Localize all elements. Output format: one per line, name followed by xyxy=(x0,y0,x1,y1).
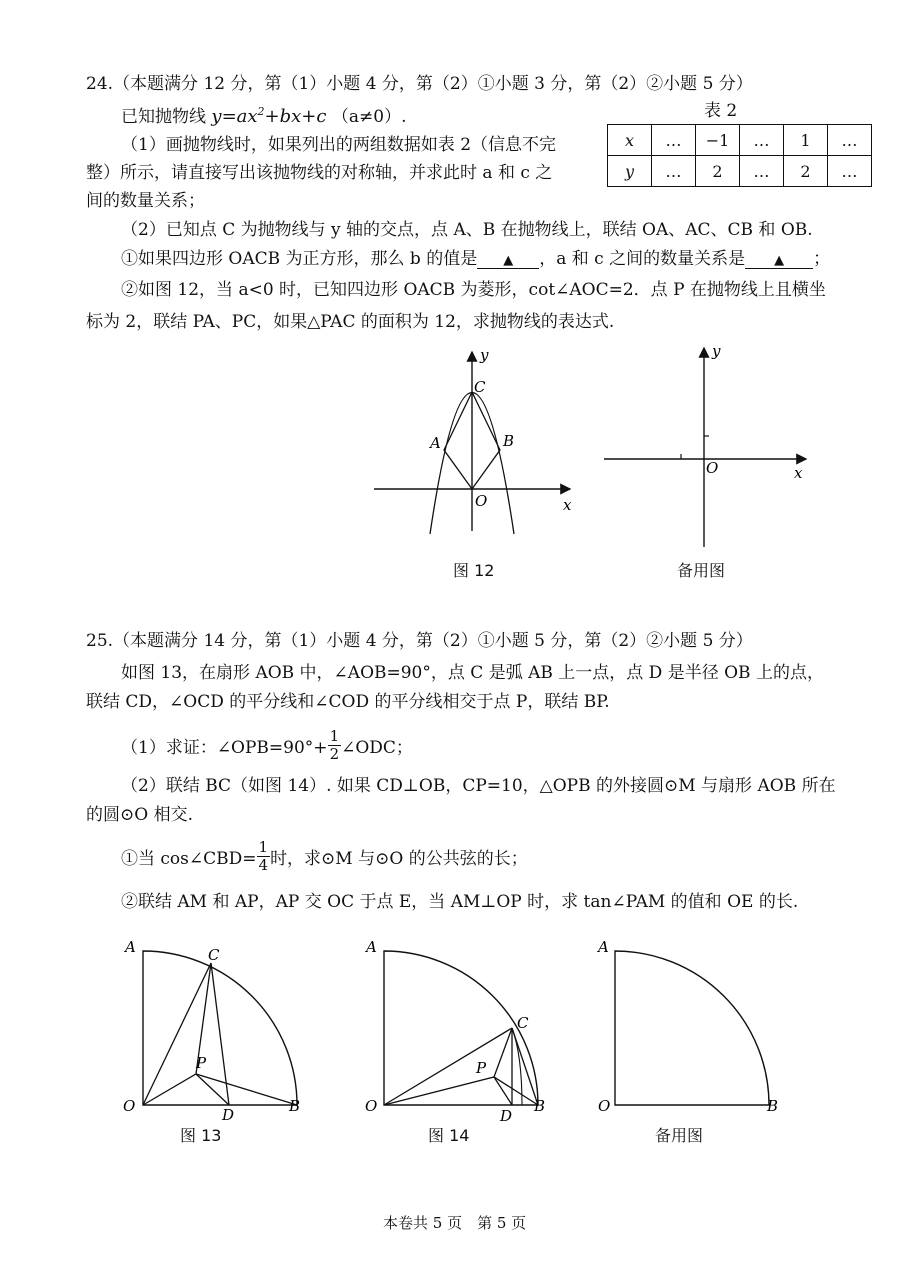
label-p: P xyxy=(476,1059,487,1077)
table-row xyxy=(608,156,872,187)
table-cell: … xyxy=(652,125,696,156)
q24-known xyxy=(121,106,406,126)
figure-25-spare xyxy=(595,935,795,1125)
q24-part2-1-text-b: ，a 和 c 之间的数量关系是 xyxy=(539,249,746,269)
table-cell: 2 xyxy=(784,156,828,187)
figure-14 xyxy=(362,935,562,1125)
q25-intro-line1: 如图 13，在扇形 AOB 中，∠AOB=90°，点 C 是弧 AB 上一点，点 D 是半径 OB 上的点， xyxy=(121,663,824,683)
q24-part1-line3: 间的数量关系； xyxy=(86,191,205,211)
label-d: D xyxy=(500,1107,513,1125)
sector-aob xyxy=(384,951,538,1105)
q25-part2-line2: 的圆⊙O 相交. xyxy=(86,805,193,825)
segment-pd xyxy=(494,1077,512,1105)
fraction-half: $\frac{1}{2}$ xyxy=(329,727,340,763)
segment-pc xyxy=(494,1028,512,1077)
label-y: y xyxy=(712,342,721,360)
q24-parabola-equation: $y=ax^2+bx+c$ xyxy=(211,105,327,127)
segment-oc xyxy=(384,1028,512,1105)
figure-12 xyxy=(370,346,580,536)
label-c: C xyxy=(517,1014,529,1032)
label-c: C xyxy=(208,946,220,964)
triangle-mark-icon: ▲ xyxy=(774,253,785,268)
table-cell: … xyxy=(828,125,872,156)
sector-aob xyxy=(615,951,769,1105)
table-cell: y xyxy=(608,156,652,187)
table-cell: 2 xyxy=(696,156,740,187)
label-x: x xyxy=(563,496,572,514)
fig13-caption: 图 13 xyxy=(180,1126,222,1145)
table-cell: … xyxy=(740,125,784,156)
label-x: x xyxy=(794,464,803,482)
fig14-caption: 图 14 xyxy=(428,1126,470,1145)
fraction-quarter: $\frac{1}{4}$ xyxy=(258,838,269,874)
q24-part2-2-line1: ②如图 12，当 a<0 时，已知四边形 OACB 为菱形，cot∠AOC=2．点 P 在抛物线上且横坐 xyxy=(121,280,826,300)
q25-header: 25.（本题满分 14 分，第（1）小题 4 分，第（2）①小题 5 分，第（2）②小题 5 分） xyxy=(86,631,753,651)
label-d: D xyxy=(222,1106,235,1124)
q24-part1-line1: （1）画抛物线时，如果列出的两组数据如表 2（信息不完 xyxy=(121,135,557,155)
table-cell: … xyxy=(740,156,784,187)
label-a: A xyxy=(430,434,441,452)
table-cell: 1 xyxy=(784,125,828,156)
figure-12-spare xyxy=(600,342,815,552)
fig12-caption: 图 12 xyxy=(453,561,495,580)
table2-title: 表 2 xyxy=(704,101,738,121)
table-cell: −1 xyxy=(696,125,740,156)
q25-part2-1 xyxy=(121,833,528,879)
q24-part2-1-end: ； xyxy=(813,249,831,269)
label-o: O xyxy=(475,492,488,510)
label-c: C xyxy=(474,378,486,396)
q24-known-prefix: 已知抛物线 xyxy=(121,107,206,127)
label-p: P xyxy=(196,1054,207,1072)
q25-part2-1-text-a: ①当 cos∠CBD= xyxy=(121,848,257,869)
q24-part1-line2: 整）所示，请直接写出该抛物线的对称轴，并求此时 a 和 c 之 xyxy=(86,163,553,183)
label-o: O xyxy=(706,459,719,477)
label-b: B xyxy=(767,1097,779,1115)
table2 xyxy=(607,124,872,187)
q25-part1 xyxy=(121,722,413,768)
table-row xyxy=(608,125,872,156)
label-o: O xyxy=(598,1097,611,1115)
q25-part2-1-text-b: 时，求⊙M 与⊙O 的公共弦的长； xyxy=(270,848,528,869)
answer-blank-2 xyxy=(745,251,813,269)
q25-part1-text-a: （1）求证：∠OPB=90°+ xyxy=(121,737,328,758)
label-o: O xyxy=(123,1097,136,1115)
q24-part2-1 xyxy=(121,251,830,269)
q24-part2-intro: （2）已知点 C 为抛物线与 y 轴的交点，点 A、B 在抛物线上，联结 OA、AC、CB 和 OB. xyxy=(121,220,813,240)
table-cell: … xyxy=(828,156,872,187)
q24-part2-1-text-a: ①如果四边形 OACB 为正方形，那么 b 的值是 xyxy=(121,249,478,269)
q25-part1-text-b: ∠ODC； xyxy=(341,737,413,758)
label-o: O xyxy=(365,1097,378,1115)
label-b: B xyxy=(534,1097,546,1115)
label-a: A xyxy=(598,938,609,956)
label-b: B xyxy=(289,1097,301,1115)
q24-header: 24.（本题满分 12 分，第（1）小题 4 分，第（2）①小题 3 分，第（2）②小题 5 分） xyxy=(86,74,753,94)
table-cell: … xyxy=(652,156,696,187)
spare-figure-caption: 备用图 xyxy=(655,1126,704,1145)
label-b: B xyxy=(503,432,515,450)
label-a: A xyxy=(366,938,377,956)
q24-known-condition: （a≠0）. xyxy=(331,107,407,127)
triangle-mark-icon: ▲ xyxy=(503,253,514,268)
answer-blank-1 xyxy=(477,251,539,269)
table-cell: x xyxy=(608,125,652,156)
segments-op-pb xyxy=(143,1074,297,1105)
q24-part2-2-line2: 标为 2，联结 PA、PC，如果△PAC 的面积为 12，求抛物线的表达式. xyxy=(86,312,615,332)
q25-part2-2: ②联结 AM 和 AP，AP 交 OC 于点 E，当 AM⊥OP 时，求 tan∠PAM 的值和 OE 的长. xyxy=(121,892,799,912)
label-y: y xyxy=(480,346,489,364)
fig12-spare-caption: 备用图 xyxy=(677,561,726,580)
q25-intro-line2: 联结 CD，∠OCD 的平分线和∠COD 的平分线相交于点 P，联结 BP. xyxy=(86,692,610,712)
q25-part2-line1: （2）联结 BC（如图 14）. 如果 CD⊥OB，CP=10，△OPB 的外接圆⊙M 与扇形 AOB 所在 xyxy=(121,776,836,796)
label-a: A xyxy=(125,938,136,956)
page-footer: 本卷共 5 页 第 5 页 xyxy=(383,1214,527,1232)
figure-13 xyxy=(118,935,318,1125)
